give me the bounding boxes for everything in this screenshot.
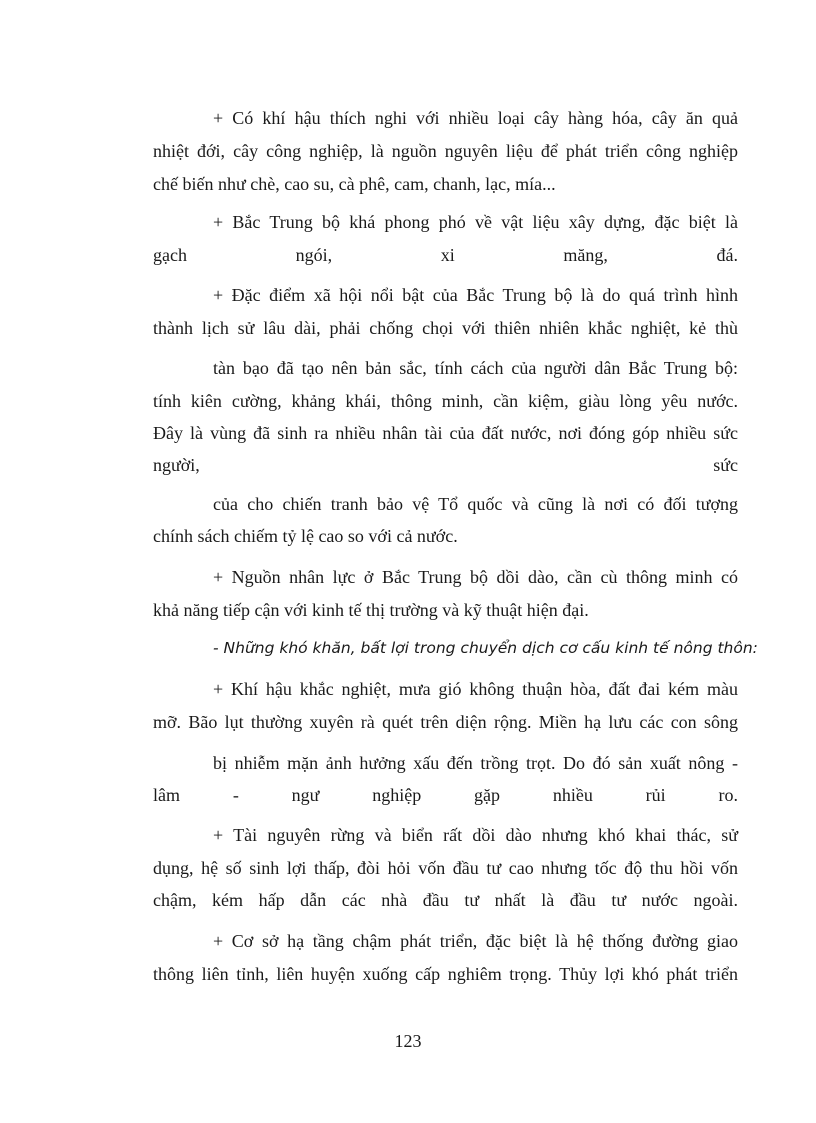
text-line: + Khí hậu khắc nghiệt, mưa gió không thuận hòa, đất đai kém màu [213,679,738,699]
text-line: chế biến như chè, cao su, cà phê, cam, chanh, lạc, mía... [153,174,556,194]
text-line: bị nhiễm mặn ảnh hưởng xấu đến trồng trọt. Do đó sản xuất nông - [213,753,738,773]
text-line: + Bắc Trung bộ khá phong phó về vật liệu xây dựng, đặc biệt là [213,212,738,232]
text-line: mỡ. Bão lụt thường xuyên rà quét trên diện rộng. Miền hạ lưu các con sông [153,712,738,732]
text-line: khả năng tiếp cận với kinh tế thị trường và kỹ thuật hiện đại. [153,600,589,620]
page-number: 123 [394,1031,422,1051]
text-line: chậm, kém hấp dẫn các nhà đầu tư nhất là đầu tư nước ngoài. [153,890,738,910]
text-line: tính kiên cường, khảng khái, thông minh, cần kiệm, giàu lòng yêu nước. [153,391,738,411]
text-line: của cho chiến tranh bảo vệ Tổ quốc và cũng là nơi có đối tượng [213,494,738,514]
text-line: + Tài nguyên rừng và biển rất dồi dào nhưng khó khai thác, sử [213,825,738,845]
text-line: người, sức [153,455,738,475]
text-line: gạch ngói, xi măng, đá. [153,245,738,265]
text-line: thông liên tỉnh, liên huyện xuống cấp nghiêm trọng. Thủy lợi khó phát triển [153,964,738,984]
text-line: + Đặc điểm xã hội nổi bật của Bắc Trung bộ là do quá trình hình [213,285,738,305]
text-line: thành lịch sử lâu dài, phải chống chọi với thiên nhiên khắc nghiệt, kẻ thù [153,318,738,338]
text-line: Đây là vùng đã sinh ra nhiều nhân tài của đất nước, nơi đóng góp nhiều sức [153,423,738,443]
text-line: nhiệt đới, cây công nghiệp, là nguồn nguyên liệu để phát triển công nghiệp [153,141,738,161]
text-line: tàn bạo đã tạo nên bản sắc, tính cách của người dân Bắc Trung bộ: [213,358,738,378]
text-line: + Cơ sở hạ tầng chậm phát triển, đặc biệt là hệ thống đường giao [213,931,738,951]
text-line: lâm - ngư nghiệp gặp nhiều rủi ro. [153,785,738,805]
text-line: dụng, hệ số sinh lợi thấp, đòi hỏi vốn đầu tư cao nhưng tốc độ thu hồi vốn [153,858,738,878]
text-line: chính sách chiếm tỷ lệ cao so với cả nước. [153,526,458,546]
text-line: + Có khí hậu thích nghi với nhiều loại cây hàng hóa, cây ăn quả [213,108,738,128]
section-heading: - Những khó khăn, bất lợi trong chuyển dịch cơ cấu kinh tế nông thôn: [213,639,758,657]
text-line: + Nguồn nhân lực ở Bắc Trung bộ dồi dào, cần cù thông minh có [213,567,738,587]
